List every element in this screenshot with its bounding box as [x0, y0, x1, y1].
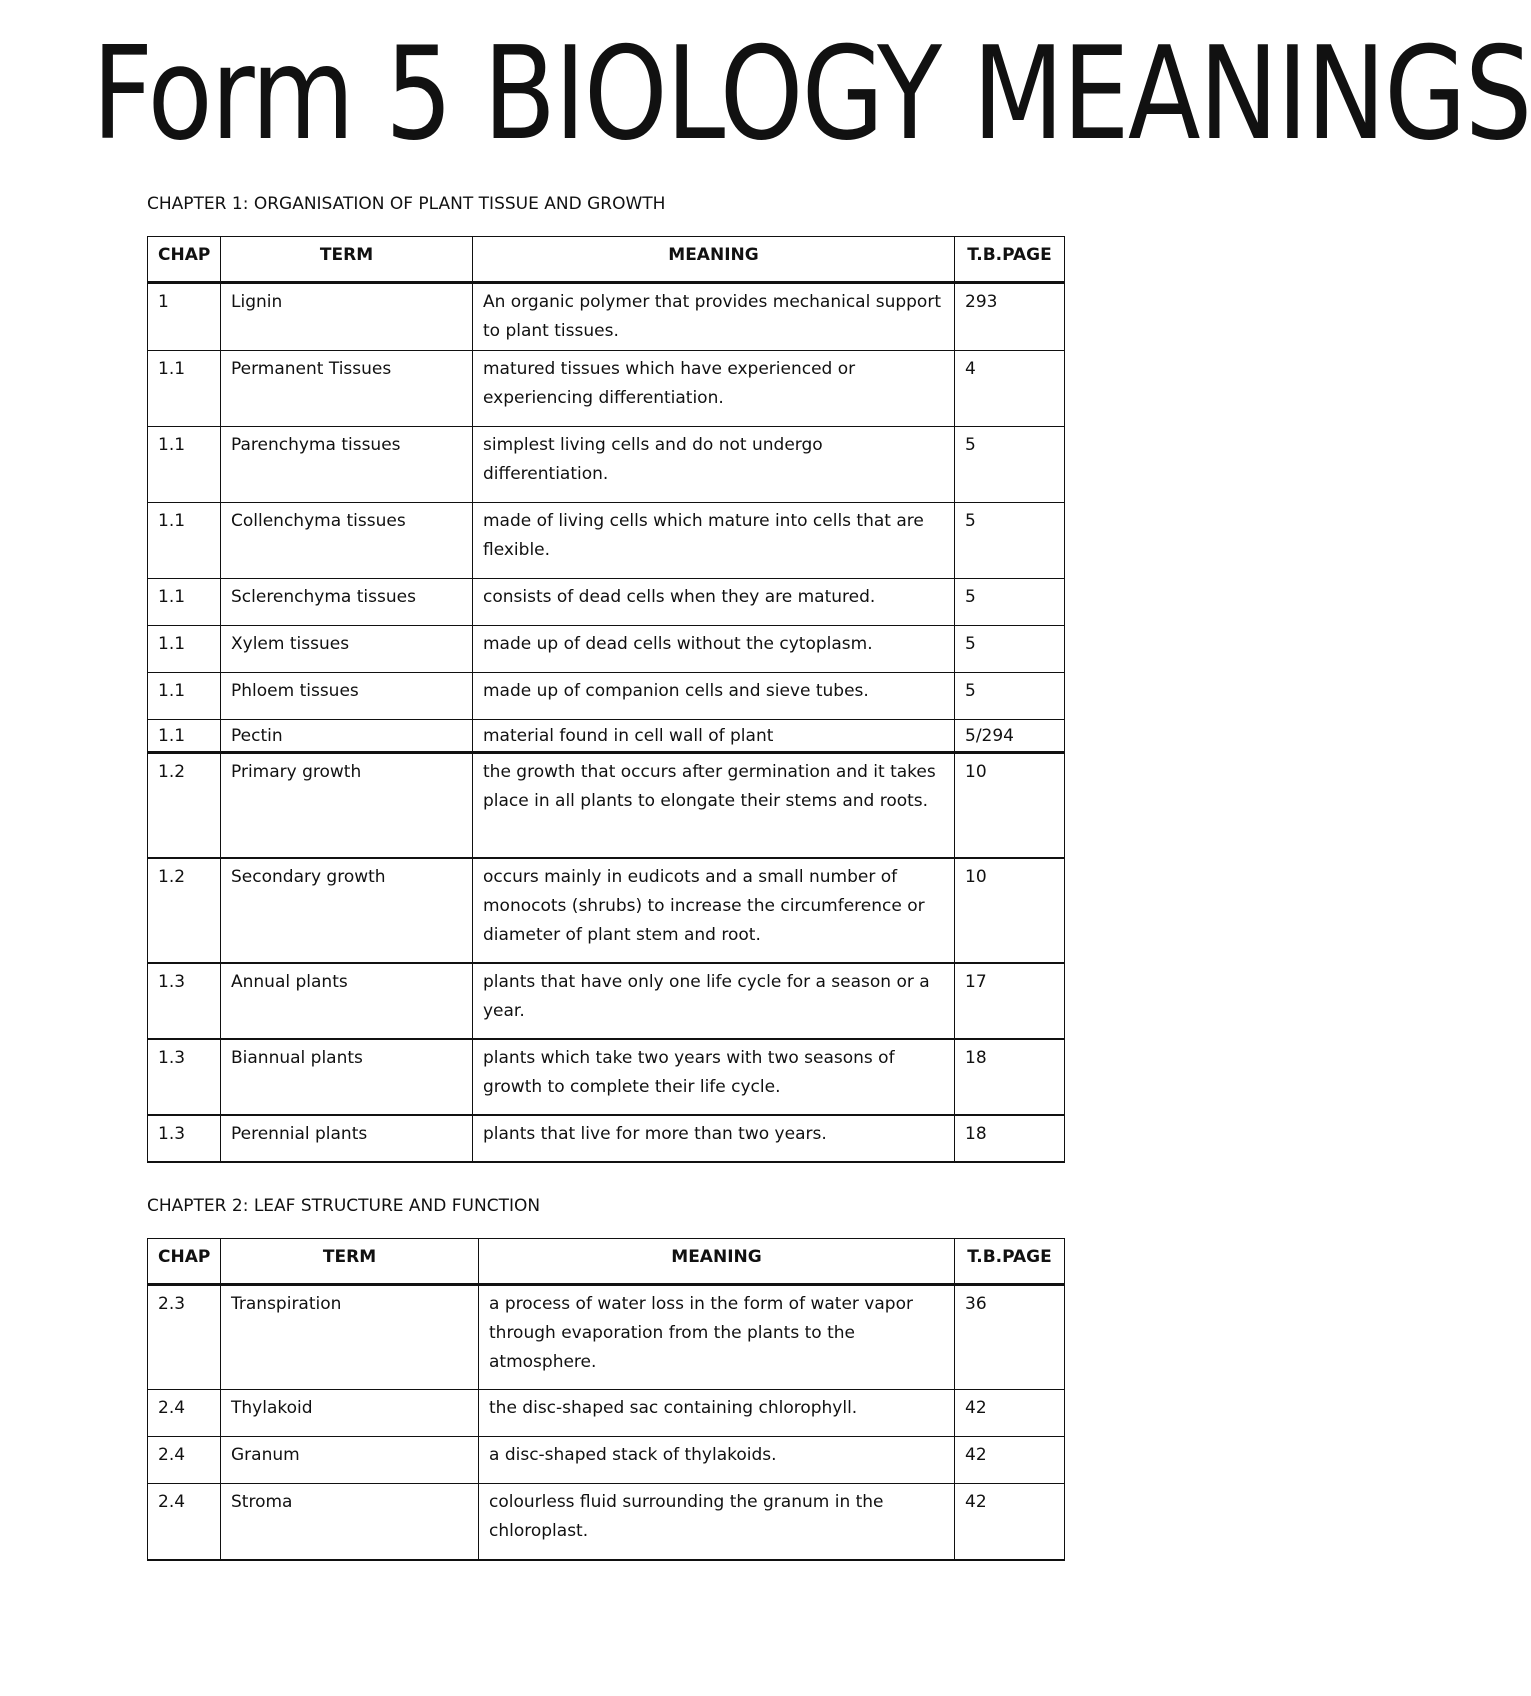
table-row [148, 1484, 1065, 1560]
table-row [148, 427, 1065, 503]
term-cell: Xylem tissues [221, 626, 473, 673]
table-row [148, 1115, 1065, 1162]
term-cell: Phloem tissues [221, 673, 473, 720]
table-row [148, 503, 1065, 579]
term-cell: Sclerenchyma tissues [221, 579, 473, 626]
meaning-cell: An organic polymer that provides mechanical support to plant tissues. [473, 283, 955, 351]
term-cell: Primary growth [221, 753, 473, 858]
chapter-1-heading: CHAPTER 1: ORGANISATION OF PLANT TISSUE AND GROWTH [147, 194, 666, 214]
meaning-cell: colourless fluid surrounding the granum in the chloroplast. [479, 1484, 955, 1560]
page-cell: 10 [955, 858, 1065, 963]
chap-cell: 1.1 [148, 673, 221, 720]
table-row [148, 963, 1065, 1039]
term-cell: Annual plants [221, 963, 473, 1039]
chap-cell: 1.1 [148, 503, 221, 579]
meaning-cell: simplest living cells and do not undergo differentiation. [473, 427, 955, 503]
page-cell: 293 [955, 283, 1065, 351]
term-cell: Pectin [221, 720, 473, 753]
table-row [148, 673, 1065, 720]
term-cell: Collenchyma tissues [221, 503, 473, 579]
page-cell: 5 [955, 427, 1065, 503]
meaning-cell: plants that live for more than two years. [473, 1115, 955, 1162]
page-cell: 5 [955, 503, 1065, 579]
table-row [148, 858, 1065, 963]
meaning-cell: made up of companion cells and sieve tubes. [473, 673, 955, 720]
header-page: T.B.PAGE [955, 1239, 1065, 1285]
term-cell: Stroma [221, 1484, 479, 1560]
meaning-cell: matured tissues which have experienced or experiencing differentiation. [473, 351, 955, 427]
page-cell: 10 [955, 753, 1065, 858]
chap-cell: 1.1 [148, 626, 221, 673]
chap-cell: 1.1 [148, 720, 221, 753]
table-row [148, 1285, 1065, 1390]
meaning-cell: made up of dead cells without the cytoplasm. [473, 626, 955, 673]
page-cell: 5/294 [955, 720, 1065, 753]
header-term: TERM [221, 237, 473, 283]
chap-cell: 1.3 [148, 1039, 221, 1115]
page-cell: 5 [955, 579, 1065, 626]
meaning-cell: the disc-shaped sac containing chlorophyll. [479, 1390, 955, 1437]
table-row [148, 720, 1065, 753]
chapter-2-table [147, 1238, 1065, 1561]
page-cell: 18 [955, 1039, 1065, 1115]
table-row [148, 626, 1065, 673]
meaning-cell: made of living cells which mature into cells that are flexible. [473, 503, 955, 579]
table-header-row [148, 1239, 1065, 1285]
chap-cell: 2.3 [148, 1285, 221, 1390]
table-row [148, 1039, 1065, 1115]
table-row [148, 753, 1065, 858]
header-meaning: MEANING [473, 237, 955, 283]
term-cell: Permanent Tissues [221, 351, 473, 427]
chap-cell: 2.4 [148, 1390, 221, 1437]
chap-cell: 1.3 [148, 963, 221, 1039]
chapter-1-table [147, 236, 1065, 1163]
chap-cell: 1.1 [148, 351, 221, 427]
meaning-cell: the growth that occurs after germination and it takes place in all plants to elongate their stems and roots. [473, 753, 955, 858]
meaning-cell: plants that have only one life cycle for a season or a year. [473, 963, 955, 1039]
chap-cell: 1.1 [148, 427, 221, 503]
term-cell: Perennial plants [221, 1115, 473, 1162]
chap-cell: 1.1 [148, 579, 221, 626]
meaning-cell: a disc-shaped stack of thylakoids. [479, 1437, 955, 1484]
term-cell: Parenchyma tissues [221, 427, 473, 503]
table-row [148, 1437, 1065, 1484]
header-meaning: MEANING [479, 1239, 955, 1285]
page-cell: 17 [955, 963, 1065, 1039]
table-row [148, 351, 1065, 427]
page-cell: 42 [955, 1437, 1065, 1484]
page-cell: 5 [955, 673, 1065, 720]
header-chap: CHAP [148, 237, 221, 283]
page-cell: 42 [955, 1390, 1065, 1437]
page-cell: 5 [955, 626, 1065, 673]
term-cell: Biannual plants [221, 1039, 473, 1115]
table-row [148, 283, 1065, 351]
term-cell: Transpiration [221, 1285, 479, 1390]
term-cell: Granum [221, 1437, 479, 1484]
table-header-row [148, 237, 1065, 283]
term-cell: Thylakoid [221, 1390, 479, 1437]
meaning-cell: material found in cell wall of plant [473, 720, 955, 753]
meaning-cell: consists of dead cells when they are matured. [473, 579, 955, 626]
page-cell: 18 [955, 1115, 1065, 1162]
chap-cell: 1.2 [148, 858, 221, 963]
meaning-cell: occurs mainly in eudicots and a small number of monocots (shrubs) to increase the circumference or diameter of plant stem and root. [473, 858, 955, 963]
meaning-cell: a process of water loss in the form of water vapor through evaporation from the plants to the atmosphere. [479, 1285, 955, 1390]
page-title: Form 5 BIOLOGY MEANINGS [92, 20, 1531, 169]
page-cell: 36 [955, 1285, 1065, 1390]
chap-cell: 2.4 [148, 1437, 221, 1484]
term-cell: Lignin [221, 283, 473, 351]
meaning-cell: plants which take two years with two seasons of growth to complete their life cycle. [473, 1039, 955, 1115]
table-row [148, 579, 1065, 626]
chap-cell: 1.2 [148, 753, 221, 858]
page-cell: 4 [955, 351, 1065, 427]
chap-cell: 2.4 [148, 1484, 221, 1560]
table-row [148, 1390, 1065, 1437]
header-page: T.B.PAGE [955, 237, 1065, 283]
header-term: TERM [221, 1239, 479, 1285]
page-cell: 42 [955, 1484, 1065, 1560]
chap-cell: 1.3 [148, 1115, 221, 1162]
chap-cell: 1 [148, 283, 221, 351]
header-chap: CHAP [148, 1239, 221, 1285]
chapter-2-heading: CHAPTER 2: LEAF STRUCTURE AND FUNCTION [147, 1196, 541, 1216]
term-cell: Secondary growth [221, 858, 473, 963]
